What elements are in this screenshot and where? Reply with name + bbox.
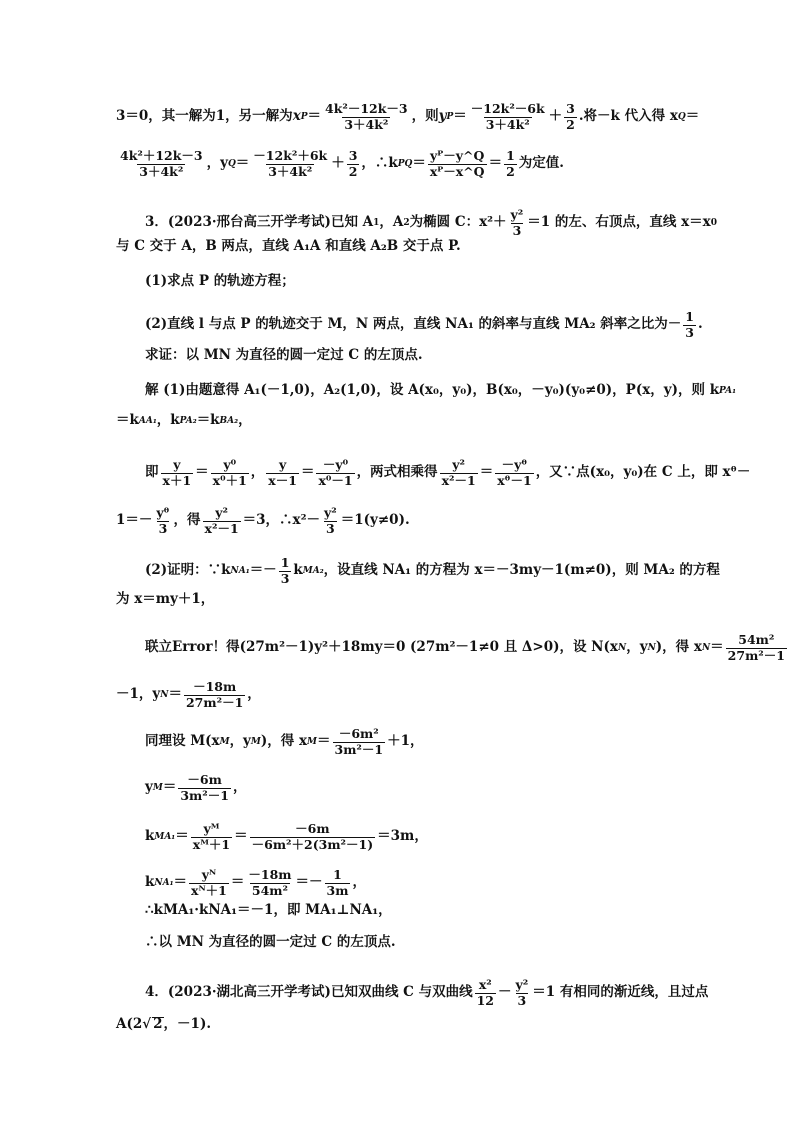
fraction: $\frac{-6m}{\text{－6m²＋2(3m²－1)}}$ [251, 821, 374, 852]
proof-line-5: 同理设 M(x M ，y M )，得 x M ＝ $\frac{\text{－6m²}}{\text{3m²－1}}$ ＋1， [145, 726, 424, 757]
fraction: $\frac{1}{3m}$ [326, 867, 349, 898]
fraction: $\frac{\text{yᴾ－y\textasciicircum{}Q}}{\text{xᴾ－x\textasciicircum{}Q}}$ [429, 148, 485, 179]
solution-line-4: 1＝－ $\frac{\text{yᶿ}}{3}$ ，得 $\frac{\text{y²}}{\text{x²－1}}$ ＝3，∴x²－ $\frac{\text{y²}}{3}$ ＝1(y≠0). [116, 505, 410, 536]
question-3-part-2: (2)直线 l 与点 P 的轨迹交于 M，N 两点，直线 NA₁ 的斜率与直线 MA₂ 斜率之比为－ $\frac{1}{3}$ . [145, 309, 703, 340]
question-3-part-1: (1)求点 P 的轨迹方程； [145, 273, 295, 289]
fraction: $\frac{3}{2}$ [348, 148, 358, 179]
fraction: $\frac{\text{4k²＋12k－3}}{\text{3＋4k²}}$ [120, 148, 203, 179]
fraction: $\frac{-18m}{\text{27m²－1}}$ [185, 679, 244, 710]
proof-line-4: －1，y N ＝ $\frac{-18m}{\text{27m²－1}}$ ， [116, 679, 261, 710]
fraction: $\frac{\text{y²}}{3}$ [510, 207, 524, 238]
proof-line-8: k NA₁ ＝ $\frac{\text{yᴺ}}{\text{xᴺ＋1}}$ ＝ $\frac{-18m}{\text{54m²}}$ ＝－ $\frac{1}{3m}$ ， [145, 867, 366, 898]
proof-line-9: ∴kMA₁·kNA₁＝－1，即 MA₁⊥NA₁， [145, 902, 392, 918]
sqrt: 2 [153, 1016, 163, 1032]
continuation-line-2: $\frac{\text{4k²＋12k－3}}{\text{3＋4k²}}$ ，y Q ＝ $\frac{\text{－12k²＋6k}}{\text{3＋4k²}}$ ＋ $\frac{3}{2}$ ，∴k PQ ＝ $\frac{\text{yᴾ－y\textasciicircum{}Q}}{\text{xᴾ－x\textasciicircum{}Q}}$ ＝ $\frac{1}{2}$ 为定值. [120, 148, 564, 179]
solution-line-3: 即 $\frac{y}{x+1}$ ＝ $\frac{\text{y⁰}}{\text{x⁰＋1}}$ ， $\frac{y}{x-1}$ ＝ $\frac{\text{－y⁰}}{\text{x⁰－1}}$ ，两式相乘得 $\frac{\text{y²}}{\text{x²－1}}$ ＝ $\frac{\text{－yᶿ}}{\text{xᶿ－1}}$ ，又∵点(x₀，y₀)在 C 上，即 xᶿ－ [145, 457, 751, 488]
proof-line-6: y M ＝ $\frac{-6m}{\text{3m²－1}}$ ， [145, 772, 247, 803]
question-3-prove: 求证：以 MN 为直径的圆一定过 C 的左顶点. [145, 347, 423, 363]
proof-line-3: 联立Error！得(27m²－1)y²＋18my＝0 (27m²－1≠0 且 Δ>0)，设 N(x N ，y N )，得 x N ＝ $\frac{\text{54m²}}{\text{27m²－1}}$ [145, 632, 785, 663]
fraction: $\frac{\text{x²}}{12}$ [476, 977, 494, 1008]
fraction: $\frac{\text{y⁰}}{\text{x⁰＋1}}$ [212, 457, 247, 488]
fraction: $\frac{-18m}{\text{54m²}}$ [248, 867, 292, 898]
fraction: $\frac{y}{x+1}$ [162, 457, 192, 488]
fraction: $\frac{-6m}{\text{3m²－1}}$ [180, 772, 229, 803]
continuation-line-1: 3＝0，其一解为1，另一解为 x P ＝ $\frac{\text{4k²－12k－3}}{\text{3＋4k²}}$ ，则 y P ＝ $\frac{\text{－12k²－6k}}{\text{3＋4k²}}$ ＋ $\frac{3}{2}$ .将－k 代入得 x Q ＝ [116, 101, 700, 132]
fraction: $\frac{\text{54m²}}{\text{27m²－1}}$ [727, 632, 785, 663]
solution-line-2: ＝k AA₁ ，k PA₂ ＝k BA₂ ， [116, 412, 252, 428]
question-3-stem-cont: 与 C 交于 A，B 两点，直线 A₁A 和直线 A₂B 交于点 P. [116, 238, 461, 254]
fraction: $\frac{\text{－12k²＋6k}}{\text{3＋4k²}}$ [253, 148, 328, 179]
question-4-stem-cont: A(2 √ 2 ，－1). [116, 1015, 212, 1032]
fraction: $\frac{\text{4k²－12k－3}}{\text{3＋4k²}}$ [325, 101, 408, 132]
text: 3＝0，其一解为1，另一解为 [116, 108, 293, 125]
fraction: $\frac{y}{x-1}$ [268, 457, 297, 488]
question-4-stem: 4．(2023·湖北高三开学考试)已知双曲线 C 与双曲线 $\frac{\text{x²}}{12}$ － $\frac{\text{y²}}{3}$ ＝1 有相同的渐近线，且过点 [145, 977, 709, 1008]
fraction: $\frac{\text{－12k²－6k}}{\text{3＋4k²}}$ [470, 101, 545, 132]
question-3-stem: 3．(2023·邢台高三开学考试)已知 A 1 ，A 2 为椭圆 C：x²＋ $\frac{\text{y²}}{3}$ ＝1 的左、右顶点，直线 x＝x 0 [145, 207, 717, 238]
fraction: $\frac{\text{yᶿ}}{3}$ [156, 505, 170, 536]
fraction: $\frac{\text{－y⁰}}{\text{x⁰－1}}$ [318, 457, 353, 488]
fraction: $\frac{1}{2}$ [506, 148, 515, 179]
fraction: $\frac{\text{－6m²}}{\text{3m²－1}}$ [334, 726, 384, 757]
fraction: $\frac{\text{－yᶿ}}{\text{xᶿ－1}}$ [497, 457, 532, 488]
fraction: $\frac{1}{3}$ [280, 555, 290, 586]
proof-line-10: ∴以 MN 为直径的圆一定过 C 的左顶点. [145, 934, 396, 950]
fraction: $\frac{3}{2}$ [566, 101, 575, 132]
proof-line-1: (2)证明：∵k NA₁ ＝－ $\frac{1}{3}$ k MA₂ ，设直线 NA₁ 的方程为 x＝－3my－1(m≠0)，则 MA₂ 的方程 [145, 555, 720, 586]
fraction: $\frac{\text{yᴺ}}{\text{xᴺ＋1}}$ [191, 867, 227, 898]
fraction: $\frac{1}{3}$ [685, 309, 694, 340]
fraction: $\frac{\text{y²}}{\text{x²－1}}$ [441, 457, 476, 488]
fraction: $\frac{\text{yᴹ}}{\text{xᴹ＋1}}$ [192, 821, 231, 852]
fraction: $\frac{\text{y²}}{3}$ [324, 505, 337, 536]
fraction: $\frac{\text{y²}}{3}$ [515, 977, 529, 1008]
proof-line-2: 为 x＝my＋1， [116, 591, 215, 607]
solution-line-1: 解 (1)由题意得 A₁(－1,0)，A₂(1,0)，设 A(x₀，y₀)，B(x₀，－y₀)(y₀≠0)，P(x，y)，则 k PA₁ [145, 382, 737, 398]
fraction: $\frac{\text{y²}}{\text{x²－1}}$ [204, 505, 239, 536]
proof-line-7: k MA₁ ＝ $\frac{\text{yᴹ}}{\text{xᴹ＋1}}$ ＝ $\frac{-6m}{\text{－6m²＋2(3m²－1)}}$ ＝3m， [145, 821, 428, 852]
